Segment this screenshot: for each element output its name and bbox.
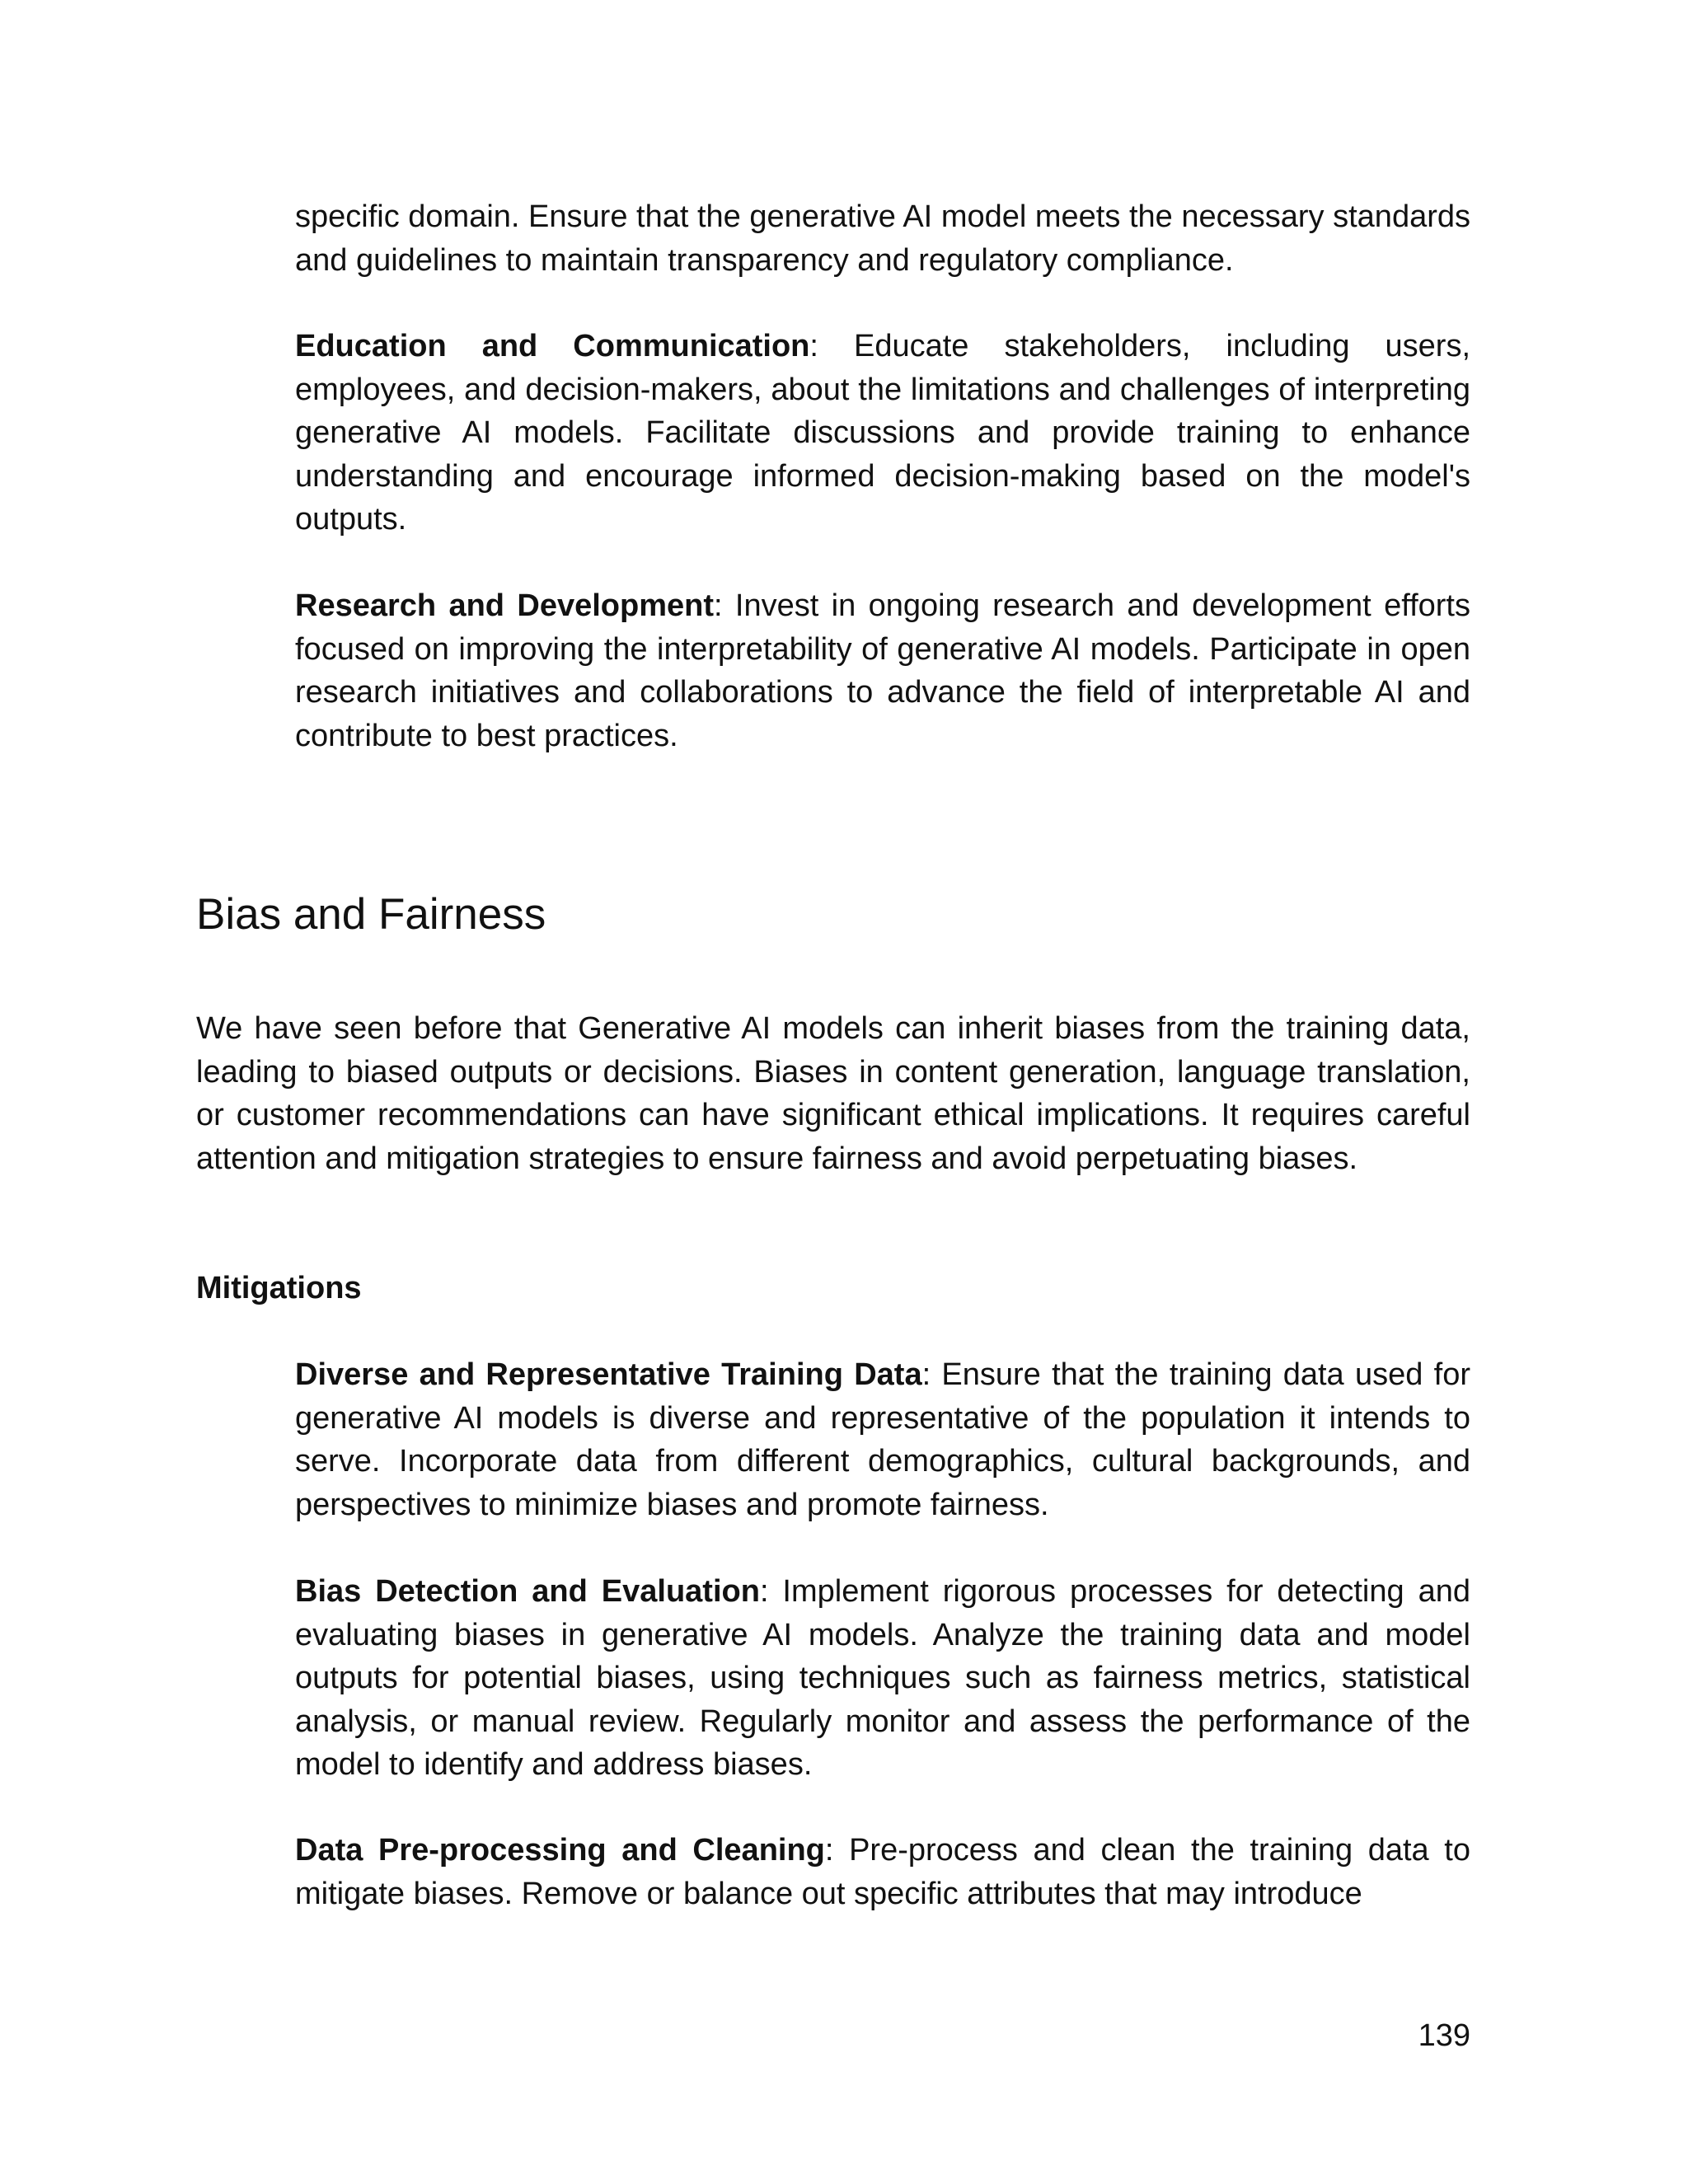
mitigation-body: : Pre-process and clean the training data to mitigate biases. Remove or balance out specific attributes that may introduce	[295, 1833, 1470, 1911]
mitigation-term: Bias Detection and Evaluation	[295, 1574, 760, 1609]
section-intro-paragraph	[196, 1007, 1470, 1180]
page-number: 139	[1418, 2018, 1470, 2053]
research-body: : Invest in ongoing research and development efforts focused on improving the interpretability of generative AI models. Participate in open research initiatives and collaborations to advance the field of interpretable AI and contribute to best practices.	[295, 588, 1470, 753]
continuation-text: specific domain. Ensure that the generative AI model meets the necessary standards and guidelines to maintain transparency and regulatory compliance.	[295, 199, 1470, 278]
mitigation-body: : Implement rigorous processes for detecting and evaluating biases in generative AI models. Analyze the training data and model outputs for potential biases, using techniques such as fairness metrics, statistical analysis, or manual review. Regularly monitor and assess the performance of the model to identify and address biases.	[295, 1574, 1470, 1782]
section-intro-text: We have seen before that Generative AI models can inherit biases from the training data, leading to biased outputs or decisions. Biases in content generation, language translation, or customer recommendations can have significant ethical implications. It requires careful attention and mitigation strategies to ensure fairness and avoid perpetuating biases.	[196, 1011, 1470, 1176]
continuation-paragraph	[295, 195, 1470, 282]
education-term: Education and Communication	[295, 329, 810, 363]
mitigation-item	[295, 1829, 1470, 1915]
mitigation-item	[295, 1570, 1470, 1787]
research-term: Research and Development	[295, 588, 714, 623]
education-body: : Educate stakeholders, including users, employees, and decision-makers, about the limitations and challenges of interpreting generative AI models. Facilitate discussions and provide training to enhance understanding and encourage informed decision-making based on the model's outputs.	[295, 329, 1470, 537]
education-paragraph	[295, 325, 1470, 541]
mitigation-term: Diverse and Representative Training Data	[295, 1357, 922, 1392]
section-heading: Bias and Fairness	[196, 890, 546, 939]
mitigation-item	[295, 1353, 1470, 1526]
research-paragraph	[295, 584, 1470, 757]
mitigation-term: Data Pre-processing and Cleaning	[295, 1833, 825, 1868]
mitigation-body: : Ensure that the training data used for generative AI models is diverse and representative of the population it intends to serve. Incorporate data from different demographics, cultural backgrounds, and perspectives to minimize biases and promote fairness.	[295, 1357, 1470, 1522]
mitigations-heading: Mitigations	[196, 1271, 362, 1305]
